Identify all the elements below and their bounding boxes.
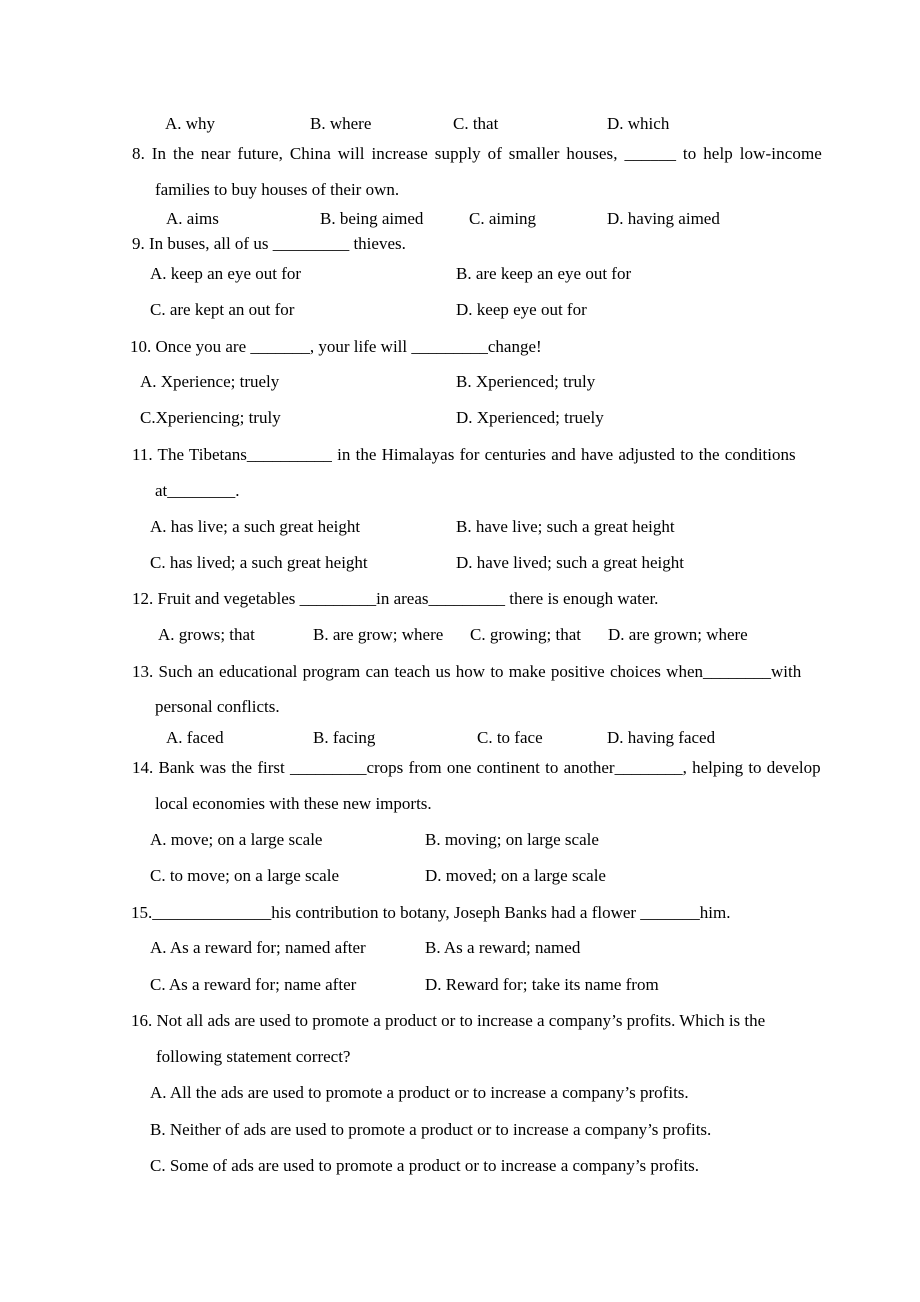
question-13-option-d: D. having faced — [607, 728, 716, 747]
question-13-option-b: B. facing — [313, 728, 376, 747]
question-12-option-d: D. are grown; where — [608, 625, 748, 644]
question-8-option-a: A. aims — [166, 209, 219, 228]
question-15-option-b: B. As a reward; named — [425, 938, 581, 957]
question-8-option-d: D. having aimed — [607, 209, 720, 228]
question-14-option-b: B. moving; on large scale — [425, 830, 599, 849]
question-9-option-b: B. are keep an eye out for — [456, 264, 632, 283]
question-10-option-b: B. Xperienced; truly — [456, 372, 596, 391]
question-13-text-line-2: personal conflicts. — [155, 697, 280, 716]
question-13-option-a: A. faced — [166, 728, 224, 747]
question-9-option-c: C. are kept an out for — [150, 300, 295, 319]
question-16-option-b: B. Neither of ads are used to promote a product or to increase a company’s profits. — [150, 1120, 712, 1139]
question-12-option-c: C. growing; that — [470, 625, 581, 644]
question-12-option-a: A. grows; that — [158, 625, 255, 644]
question-15-option-c: C. As a reward for; name after — [150, 975, 357, 994]
question-15-option-a: A. As a reward for; named after — [150, 938, 366, 957]
question-13-text-line-1: 13. Such an educational program can teach us how to make positive choices when________with — [132, 662, 802, 681]
question-12-option-b: B. are grow; where — [313, 625, 444, 644]
question-11-option-b: B. have live; such a great height — [456, 517, 675, 536]
question-15-option-d: D. Reward for; take its name from — [425, 975, 659, 994]
question-14-text-line-2: local economies with these new imports. — [155, 794, 432, 813]
question-14-text-line-1: 14. Bank was the first _________crops from one continent to another________, helping to develop — [132, 758, 821, 777]
question-9-text-line-1: 9. In buses, all of us _________ thieves. — [132, 234, 406, 253]
question-9-option-a: A. keep an eye out for — [150, 264, 302, 283]
question-8-text-line-2: families to buy houses of their own. — [155, 180, 400, 199]
question-12-text-line-1: 12. Fruit and vegetables _________in areas_________ there is enough water. — [132, 589, 659, 608]
question-7-option-d: D. which — [607, 114, 670, 133]
question-11-option-d: D. have lived; such a great height — [456, 553, 685, 572]
question-7-option-b: B. where — [310, 114, 372, 133]
question-10-option-d: D. Xperienced; truely — [456, 408, 604, 427]
question-10-text-line-1: 10. Once you are _______, your life will _________change! — [130, 337, 542, 356]
question-11-option-a: A. has live; a such great height — [150, 517, 361, 536]
question-14-option-d: D. moved; on a large scale — [425, 866, 606, 885]
question-16-text-line-2: following statement correct? — [156, 1047, 351, 1066]
question-15-text-line-1: 15.______________his contribution to botany, Joseph Banks had a flower _______him. — [131, 903, 731, 922]
question-7-option-c: C. that — [453, 114, 499, 133]
question-11-option-c: C. has lived; a such great height — [150, 553, 368, 572]
question-13-option-c: C. to face — [477, 728, 543, 747]
question-16-option-a: A. All the ads are used to promote a product or to increase a company’s profits. — [150, 1083, 689, 1102]
question-16-text-line-1: 16. Not all ads are used to promote a product or to increase a company’s profits. Which is the — [131, 1011, 766, 1030]
question-14-option-c: C. to move; on a large scale — [150, 866, 339, 885]
question-10-option-c: C.Xperiencing; truly — [140, 408, 281, 427]
question-11-text-line-2: at________. — [155, 481, 240, 500]
question-8-option-c: C. aiming — [469, 209, 537, 228]
question-16-option-c: C. Some of ads are used to promote a product or to increase a company’s profits. — [150, 1156, 700, 1175]
question-7-option-a: A. why — [165, 114, 216, 133]
question-9-option-d: D. keep eye out for — [456, 300, 587, 319]
question-11-text-line-1: 11. The Tibetans__________ in the Himalayas for centuries and have adjusted to the conditions — [132, 445, 796, 464]
question-10-option-a: A. Xperience; truely — [140, 372, 280, 391]
question-8-option-b: B. being aimed — [320, 209, 424, 228]
question-8-text-line-1: 8. In the near future, China will increase supply of smaller houses, ______ to help low-income — [132, 144, 822, 163]
question-14-option-a: A. move; on a large scale — [150, 830, 323, 849]
